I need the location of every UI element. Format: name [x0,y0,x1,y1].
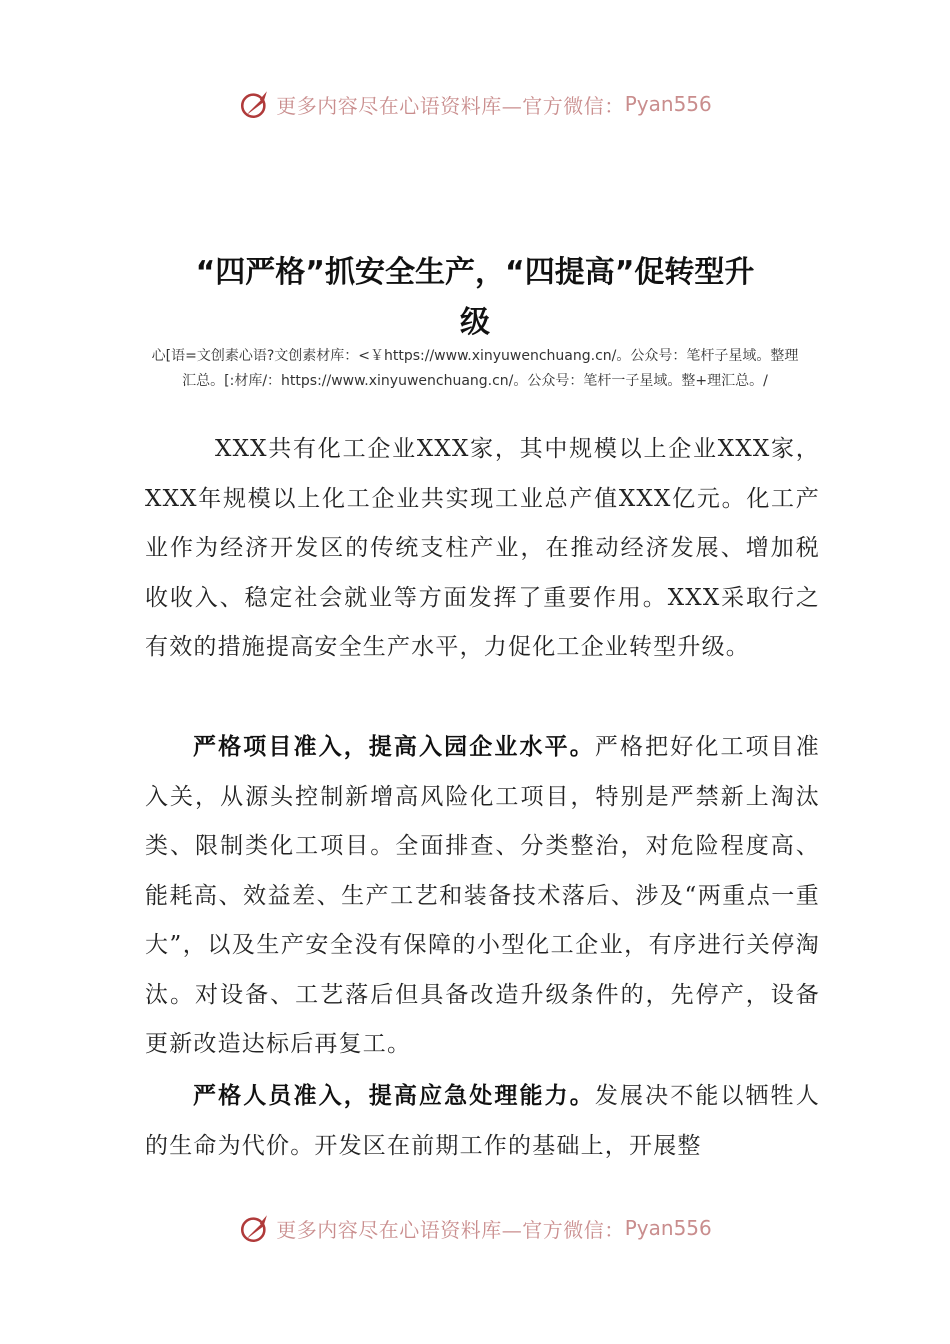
footer-banner [0,1208,950,1248]
paragraph-project-access [145,722,820,1070]
paragraph-intro [145,425,820,673]
paragraph-text: 发展决不能以牺牲人的生命为代价。开发区在前期工作的基础上，开展整 [145,1083,820,1159]
source-note: 心[语=文创素心语?文创素材库：<￥https://www.xinyuwenchuang.cn/。公众号：笔杆子星域。整理汇总。[:材库/：https://www.xinyuwenchuang.cn/。公众号：笔杆一子星域。整+理汇总。/ [151,348,799,389]
document-title [100,248,850,348]
banner-text: 更多内容尽在心语资料库—官方微信： [276,93,625,118]
quill-logo-icon [238,87,272,121]
banner-wechat-id: Pyan556 [624,1216,712,1240]
title-line-1: “四严格”抓安全生产，“四提高”促转型升 [195,255,755,290]
paragraph-lead: 严格人员准入，提高应急处理能力。 [193,1082,595,1109]
quill-logo-icon [238,1211,272,1245]
paragraph-text: 严格把好化工项目准入关，从源头控制新增高风险化工项目，特别是严禁新上淘汰类、限制类化工项目。全面排查、分类整治，对危险程度高、能耗高、效益差、生产工艺和装备技术落后、涉及“两重点一重大”，以及生产安全没有保障的小型化工企业，有序进行关停淘汰。对设备、工艺落后但具备改造升级条件的，先停产，设备更新改造达标后再复工。 [145,734,820,1057]
paragraph-lead: 严格项目准入，提高入园企业水平。 [193,733,595,760]
paragraph-personnel-access [145,1071,820,1171]
banner-wechat-id: Pyan556 [624,92,712,116]
title-line-2: 级 [460,305,490,340]
header-banner [0,84,950,124]
paragraph-text: XXX共有化工企业XXX家，其中规模以上企业XXX家，XXX年规模以上化工企业共实现工业总产值XXX亿元。化工产业作为经济开发区的传统支柱产业，在推动经济发展、增加税收收入、稳定社会就业等方面发挥了重要作用。XXX采取行之有效的措施提高安全生产水平，力促化工企业转型升级。 [145,436,820,660]
banner-text: 更多内容尽在心语资料库—官方微信： [276,1217,625,1242]
